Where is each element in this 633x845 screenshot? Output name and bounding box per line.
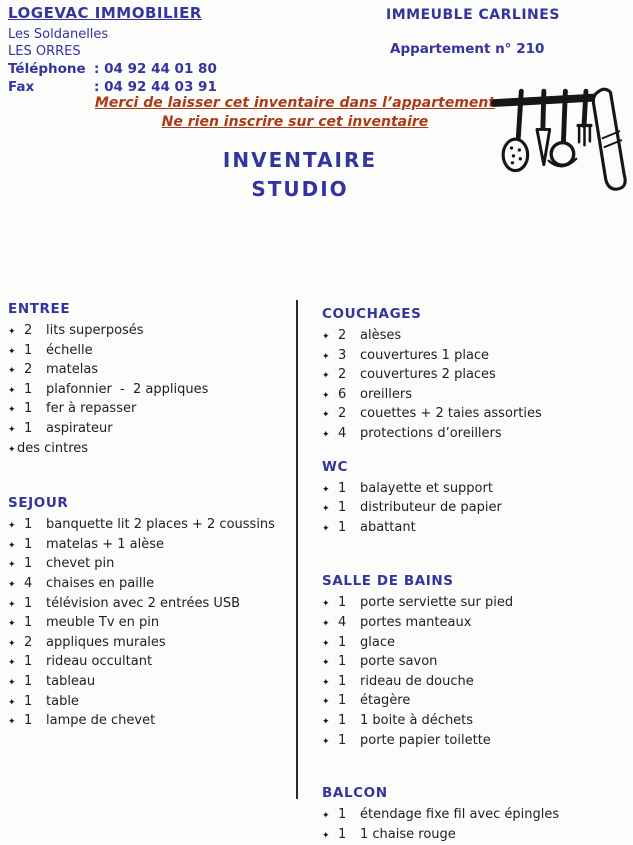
inventory-section [8,301,290,459]
building-header [386,7,560,57]
bullet-diamond-icon: ✦ [8,697,16,708]
inventory-item-row [8,634,290,654]
inventory-item-row [8,693,290,713]
bullet-diamond-icon: ✦ [322,736,330,747]
bullet-diamond-icon: ✦ [8,677,16,688]
inventory-item-row [322,327,628,347]
phone-label: Téléphone [8,61,86,77]
item-qty: 1 [24,693,33,709]
agency-name: LOGEVAC IMMOBILIER [8,4,202,22]
item-label: lits superposés [46,323,144,338]
bullet-diamond-icon: ✦ [322,429,330,440]
section-title: WC [322,458,348,475]
notice-line-2: Ne rien inscrire sur cet inventaire [161,114,429,130]
item-label: abattant [360,519,416,535]
bullet-diamond-icon: ✦ [8,638,16,649]
item-qty: 4 [338,614,347,630]
item-label: portes manteaux [360,614,472,630]
inventory-item-row [322,634,628,654]
inventory-item-row [8,516,290,536]
item-qty: 1 [24,517,33,533]
item-qty: 1 [338,673,347,689]
column-divider-line [296,300,298,799]
item-qty: 1 [24,342,33,358]
bullet-diamond-icon: ✦ [322,410,330,421]
item-qty: 1 [24,595,33,611]
section-title: SEJOUR [8,495,69,512]
bullet-diamond-icon: ✦ [8,366,16,377]
inventory-column-right [322,301,628,845]
bullet-diamond-icon: ✦ [8,560,16,571]
bullet-diamond-icon: ✦ [8,599,16,610]
inventory-item-row [322,614,628,634]
bullet-diamond-icon: ✦ [8,346,16,357]
inventory-section [8,495,290,732]
inventory-item-row [8,536,290,556]
inventory-item-row [322,732,628,752]
item-qty: 1 [338,693,347,709]
bullet-diamond-icon: ✦ [322,504,330,515]
inventory-item-row [322,594,628,614]
item-qty: 1 [24,654,33,670]
apartment-number: Appartement n° 210 [390,41,545,57]
item-qty: 1 [24,536,33,552]
document-title [0,146,600,204]
building-name: IMMEUBLE CARLINES [386,7,560,23]
item-label: glace [360,634,395,650]
item-qty: 1 [24,401,33,417]
item-label: étagère [360,693,411,709]
bullet-diamond-icon: ✦ [322,599,330,610]
section-title: COUCHAGES [322,306,422,322]
inventory-item-row [322,480,628,500]
inventory-item-row [8,381,290,401]
item-label: échelle [46,342,93,358]
fax-label: Fax [8,79,35,95]
item-qty: 1 [338,654,347,670]
inventory-item-row [322,826,628,845]
bullet-diamond-icon: ✦ [322,697,330,708]
inventory-item-row [322,519,628,539]
item-label: distributeur de papier [360,500,502,516]
bullet-diamond-icon: ✦ [322,371,330,382]
bullet-diamond-icon: ✦ [8,579,16,590]
item-label: couvertures 1 place [360,347,490,363]
bullet-diamond-icon: ✦ [8,405,16,416]
agency-address-line1: Les Soldanelles [8,27,109,42]
bullet-diamond-icon: ✦ [8,327,16,337]
inventory-item-row [8,400,290,420]
inventory-item-row [322,386,628,406]
item-label: couettes + 2 taies assorties [360,406,542,422]
bullet-diamond-icon: ✦ [322,390,330,401]
agency-header [8,4,217,96]
item-label: lampe de chevet [46,713,156,729]
inventory-item-row [322,405,628,425]
bullet-diamond-icon: ✦ [8,658,16,669]
bullet-diamond-icon: ✦ [322,618,330,629]
phone-row [8,60,217,78]
bullet-diamond-icon: ✦ [8,444,16,455]
item-qty: 1 [24,556,33,572]
inventory-item-row [322,673,628,693]
item-label: meuble Tv en pin [46,615,160,631]
bullet-diamond-icon: ✦ [8,424,16,435]
bullet-diamond-icon: ✦ [322,830,330,841]
item-qty: 2 [24,362,33,378]
item-label: balayette et support [360,480,493,496]
item-label: table [46,693,79,709]
item-qty: 1 [24,615,33,631]
inventory-item-row [322,366,628,386]
phone-number: : 04 92 44 01 80 [94,61,217,77]
bullet-diamond-icon: ✦ [322,811,330,822]
title-line-1: INVENTAIRE [222,148,378,172]
item-label: étendage fixe fil avec épingles [360,807,560,823]
inventory-item-row [8,342,290,362]
item-label: porte papier toilette [360,732,491,748]
notice-line-1: Merci de laisser cet inventaire dans l’appartement [94,95,496,111]
item-label: plafonnier - 2 appliques [46,381,209,397]
item-qty: 1 [338,712,347,728]
inventory-item-row [322,806,628,826]
item-label: alèses [360,328,402,343]
item-label: rideau occultant [46,654,153,670]
item-label: porte serviette sur pied [360,595,514,611]
inventory-item-row [8,322,290,342]
item-label: protections d’oreillers [360,425,502,441]
inventory-item-row [8,440,290,460]
bullet-diamond-icon: ✦ [8,717,16,728]
item-label: chaises en paille [46,575,155,591]
item-label: 1 chaise rouge [360,826,456,842]
inventory-item-row [322,499,628,519]
item-qty: 1 [338,519,347,535]
item-label: matelas [46,362,99,378]
bullet-diamond-icon: ✦ [8,540,16,551]
item-label: aspirateur [46,420,113,436]
item-label: 1 boite à déchets [360,712,474,728]
item-qty: 3 [338,347,347,363]
inventory-item-row [8,595,290,615]
agency-address-line2: LES ORRES [8,44,81,59]
fax-number: : 04 92 44 03 91 [94,79,217,95]
item-qty: 1 [338,500,347,516]
item-label: banquette lit 2 places + 2 coussins [46,517,275,533]
inventory-section [322,785,628,845]
item-qty: 1 [24,673,33,689]
item-qty: 1 [24,420,33,436]
section-title: ENTREE [8,301,71,317]
item-qty: 1 [338,826,347,842]
item-qty: 1 [338,634,347,650]
bullet-diamond-icon: ✦ [322,658,330,669]
bullet-diamond-icon: ✦ [322,523,330,534]
item-qty: 1 [338,480,347,496]
inventory-item-row [8,361,290,381]
bullet-diamond-icon: ✦ [322,484,330,495]
bullet-diamond-icon: ✦ [8,521,16,532]
item-qty: 1 [338,732,347,748]
inventory-item-row [322,712,628,732]
bullet-diamond-icon: ✦ [322,677,330,688]
bullet-diamond-icon: ✦ [322,638,330,649]
item-qty: 1 [24,381,33,397]
bullet-diamond-icon: ✦ [322,332,330,342]
inventory-section [322,306,628,445]
item-label: télévision avec 2 entrées USB [46,595,241,611]
item-qty: 2 [24,323,33,338]
inventory-item-row [8,712,290,732]
item-qty: 6 [338,386,347,402]
inventory-item-row [8,575,290,595]
item-qty: 2 [338,328,347,343]
item-qty: 2 [338,406,347,422]
inventory-item-row [8,653,290,673]
item-qty: 1 [24,713,33,729]
inventory-item-row [322,692,628,712]
item-label: chevet pin [46,556,115,572]
section-title: BALCON [322,785,388,802]
item-label: porte savon [360,654,438,670]
bullet-diamond-icon: ✦ [322,716,330,727]
inventory-section [322,573,628,751]
item-label: appliques murales [46,634,166,650]
inventory-item-row [322,653,628,673]
item-qty: 1 [338,595,347,611]
inventory-item-row [322,425,628,445]
inventory-item-row [8,673,290,693]
bullet-diamond-icon: ✦ [8,385,16,396]
bullet-diamond-icon: ✦ [8,619,16,630]
inventory-item-row [322,347,628,367]
item-label: rideau de douche [360,673,474,689]
bullet-diamond-icon: ✦ [322,351,330,362]
item-label: couvertures 2 places [360,367,496,383]
item-qty: 4 [24,575,33,591]
item-label: fer à repasser [46,401,137,417]
item-qty: 2 [24,634,33,650]
item-label: oreillers [360,386,412,402]
section-title: SALLE DE BAINS [322,573,454,590]
item-qty: 2 [338,367,347,383]
title-line-2: STUDIO [251,177,349,201]
item-label: des cintres [17,440,89,456]
item-label: matelas + 1 alèse [46,536,164,552]
inventory-item-row [8,420,290,440]
item-qty: 4 [338,425,347,441]
item-qty: 1 [338,807,347,823]
inventory-section [322,459,628,539]
inventory-item-row [8,555,290,575]
inventory-column-left [8,301,290,732]
inventory-item-row [8,614,290,634]
item-label: tableau [46,673,96,689]
